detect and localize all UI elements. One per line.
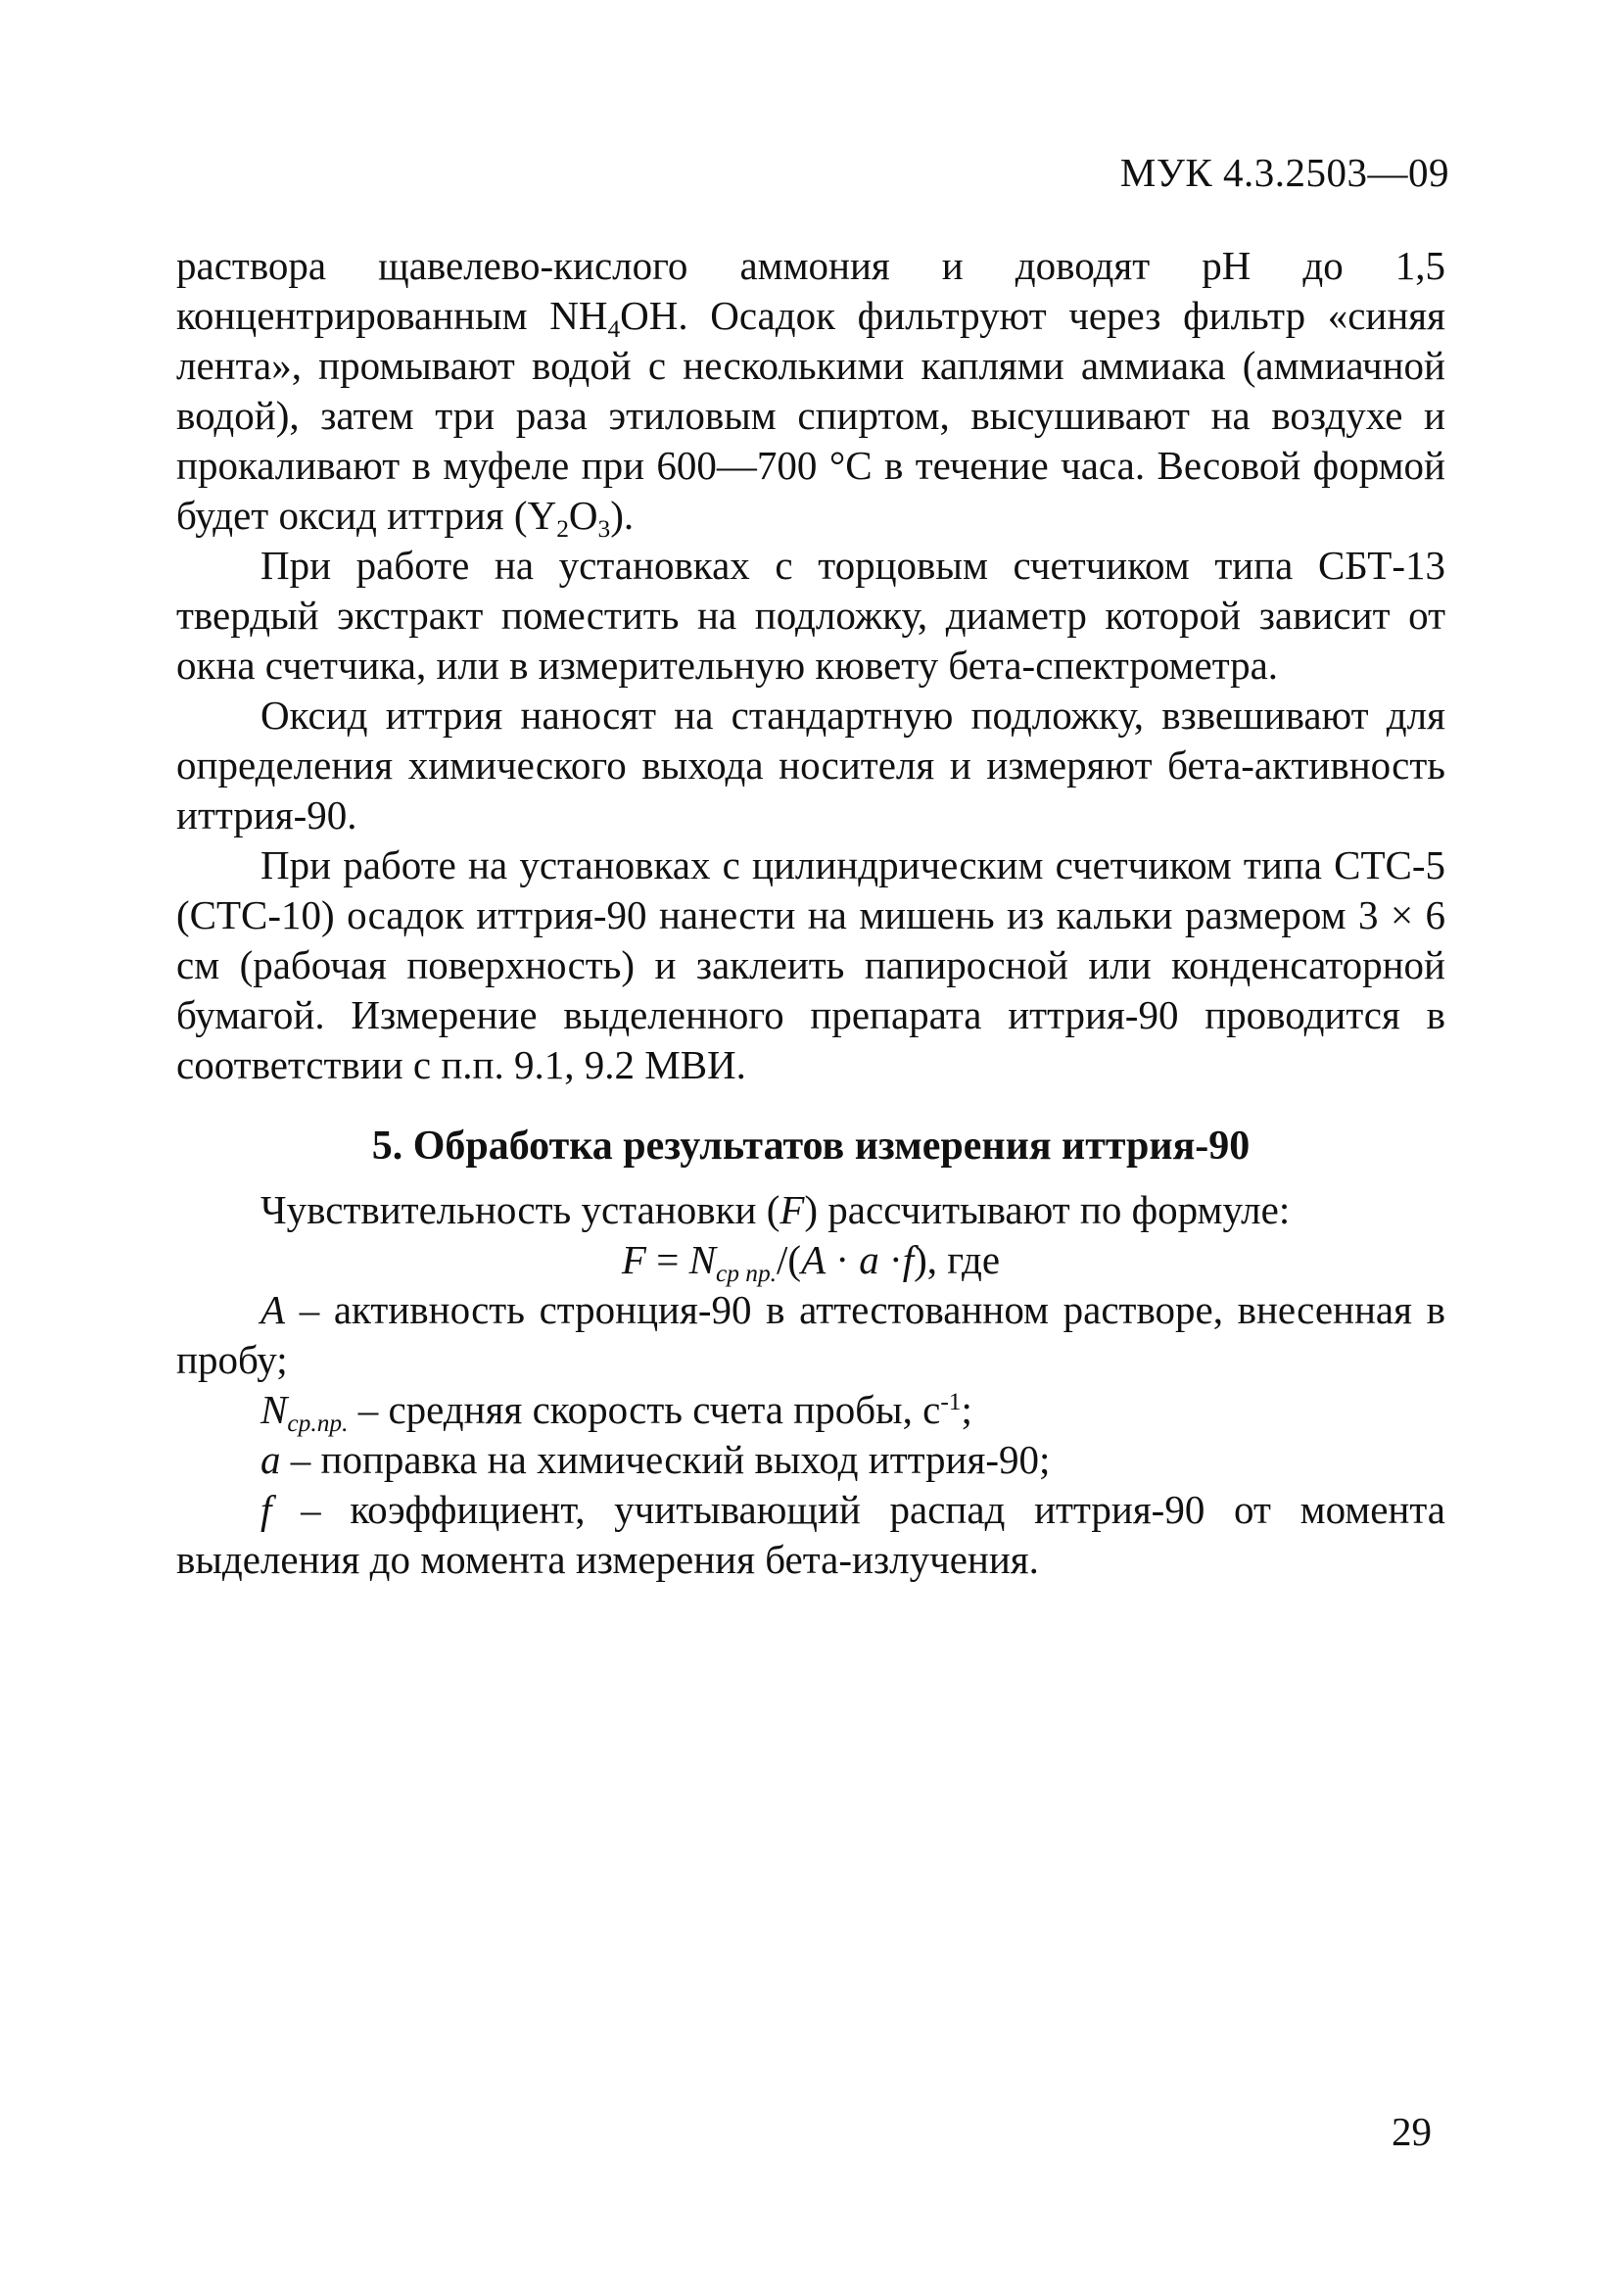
subscript: 4: [607, 315, 621, 344]
formula-text: ), где: [914, 1237, 1001, 1282]
subscript: 2: [556, 515, 569, 544]
subscript: 3: [597, 515, 611, 544]
formula-dot: ·: [826, 1237, 860, 1282]
definition-text: – средняя скорость счета пробы, с: [348, 1387, 941, 1432]
paragraph-text: ) рассчитывают по формуле:: [804, 1187, 1291, 1232]
paragraph-text: ).: [610, 493, 635, 538]
sensitivity-formula: [176, 1235, 1445, 1288]
formula-equals: =: [645, 1237, 689, 1282]
definition-a-activity: [176, 1285, 1445, 1385]
paragraph-sts5: При работе на установках с цилиндрическим счетчиком типа СТС-5 (СТС-10) осадок иттрия-90 нанести на мишень из кальки размером 3 × 6 см (рабочая поверхность) и заклеить папиросной или конденсаторной бумагой. Измерение выделенного препарата иттрия-90 проводится в соответствии с п.п. 9.1, 9.2 МВИ.: [176, 842, 1445, 1087]
formula-a: A: [801, 1237, 827, 1282]
section-heading: 5. Обработка результатов измерения иттрия-90: [371, 1124, 1251, 1169]
paragraph-text: Чувствительность установки (: [260, 1187, 780, 1232]
formula-n-subscript: ср пр.: [715, 1260, 778, 1288]
variable-a-lower: a: [260, 1437, 281, 1482]
superscript: -1: [940, 1388, 962, 1416]
variable-f: F: [779, 1187, 805, 1232]
definition-f-coefficient: [176, 1485, 1445, 1585]
definition-n-count-rate: [176, 1385, 1445, 1438]
definition-text: ;: [961, 1387, 972, 1432]
formula-alpha: a: [859, 1237, 879, 1282]
formula-text: /(: [777, 1237, 802, 1282]
definition-a-correction: [176, 1435, 1445, 1485]
paragraph-sbt13: При работе на установках с торцовым счетчиком типа СБТ-13 твердый экстракт поместить на подложку, диаметр которой зависит от окна счетчика, или в измерительную кювету бета-спектрометра.: [176, 543, 1445, 688]
variable-f-lower: f: [260, 1487, 272, 1532]
definition-text: – активность стронция-90 в аттестованном растворе, внесенная в пробу;: [176, 1287, 1445, 1382]
formula-lhs: F: [621, 1237, 646, 1282]
formula-f: f: [902, 1237, 915, 1282]
paragraph-text: OH. Осадок фильтруют через фильтр «синяя лента», промывают водой с несколькими каплями аммиака (аммиачной водой), затем три раза этиловым спиртом, высушивают на воздухе и прокаливают в муфеле при 600—700 °С в течение часа. Весовой формой будет оксид иттрия (Y: [176, 293, 1446, 538]
paragraph-precipitation: [176, 241, 1446, 544]
variable-n: N: [260, 1387, 288, 1432]
paragraph-text: O: [568, 493, 598, 538]
paragraph-text: раствора щавелево-кислого аммония и доводят pH до 1,5 концентрированным NH: [176, 243, 1445, 338]
definition-text: – коэффициент, учитывающий распад иттрия-90 от момента выделения до момента измерения бета-излучения.: [176, 1487, 1445, 1582]
page-number: 29: [1392, 2109, 1432, 2154]
formula-n: N: [688, 1237, 716, 1282]
document-body: [176, 241, 1445, 1585]
paragraph-sensitivity-intro: [176, 1185, 1445, 1235]
formula-dot: ·: [878, 1237, 903, 1282]
variable-n-subscript: ср.пр.: [287, 1410, 349, 1438]
document-code-header: МУК 4.3.2503—09: [1119, 150, 1449, 195]
variable-a-upper: A: [260, 1287, 286, 1332]
paragraph-yttrium-oxide: Оксид иттрия наносят на стандартную подложку, взвешивают для определения химического выхода носителя и измеряют бета-активность иттрия-90.: [176, 693, 1445, 837]
definition-text: – поправка на химический выход иттрия-90;: [280, 1437, 1051, 1482]
